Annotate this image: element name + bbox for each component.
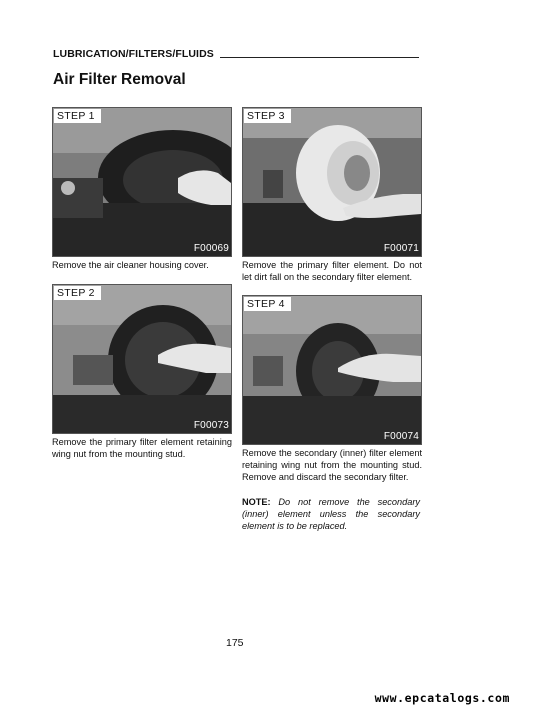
note-label: NOTE: (242, 497, 271, 507)
step-3-label: STEP 3 (244, 109, 291, 123)
step-1-label: STEP 1 (54, 109, 101, 123)
step-1-photo (52, 107, 232, 257)
step-3-figure-code: F00071 (383, 243, 419, 254)
step-2-caption: Remove the primary filter element retaining wing nut from the mounting stud. (52, 437, 232, 460)
step-2-illustration (53, 285, 231, 433)
note-text: Do not remove the secondary (inner) element unless the secondary element is to be replaced. (242, 497, 420, 532)
step-1-figure-code: F00069 (193, 243, 229, 254)
step-4-caption: Remove the secondary (inner) filter element retaining wing nut from the mounting stud. Remove and discard the secondary filter. (242, 448, 422, 483)
step-4-label: STEP 4 (244, 297, 291, 311)
header-rule (220, 57, 419, 58)
page-number: 175 (226, 637, 244, 649)
step-2-label: STEP 2 (54, 286, 101, 300)
step-3-illustration (243, 108, 421, 256)
step-2-photo (52, 284, 232, 434)
step-3-photo (242, 107, 422, 257)
step-2-figure-code: F00073 (193, 420, 229, 431)
step-4-photo (242, 295, 422, 445)
step-1-illustration (53, 108, 231, 256)
note-block (242, 496, 420, 533)
page-title: Air Filter Removal (53, 71, 186, 88)
step-1-caption: Remove the air cleaner housing cover. (52, 260, 209, 270)
step-4-illustration (243, 296, 421, 444)
section-title: LUBRICATION/FILTERS/FLUIDS (53, 48, 214, 60)
step-4-figure-code: F00074 (383, 431, 419, 442)
step-3-caption: Remove the primary filter element. Do not let dirt fall on the secondary filter element. (242, 260, 422, 283)
watermark: www.epcatalogs.com (374, 691, 510, 705)
section-header (53, 48, 419, 60)
